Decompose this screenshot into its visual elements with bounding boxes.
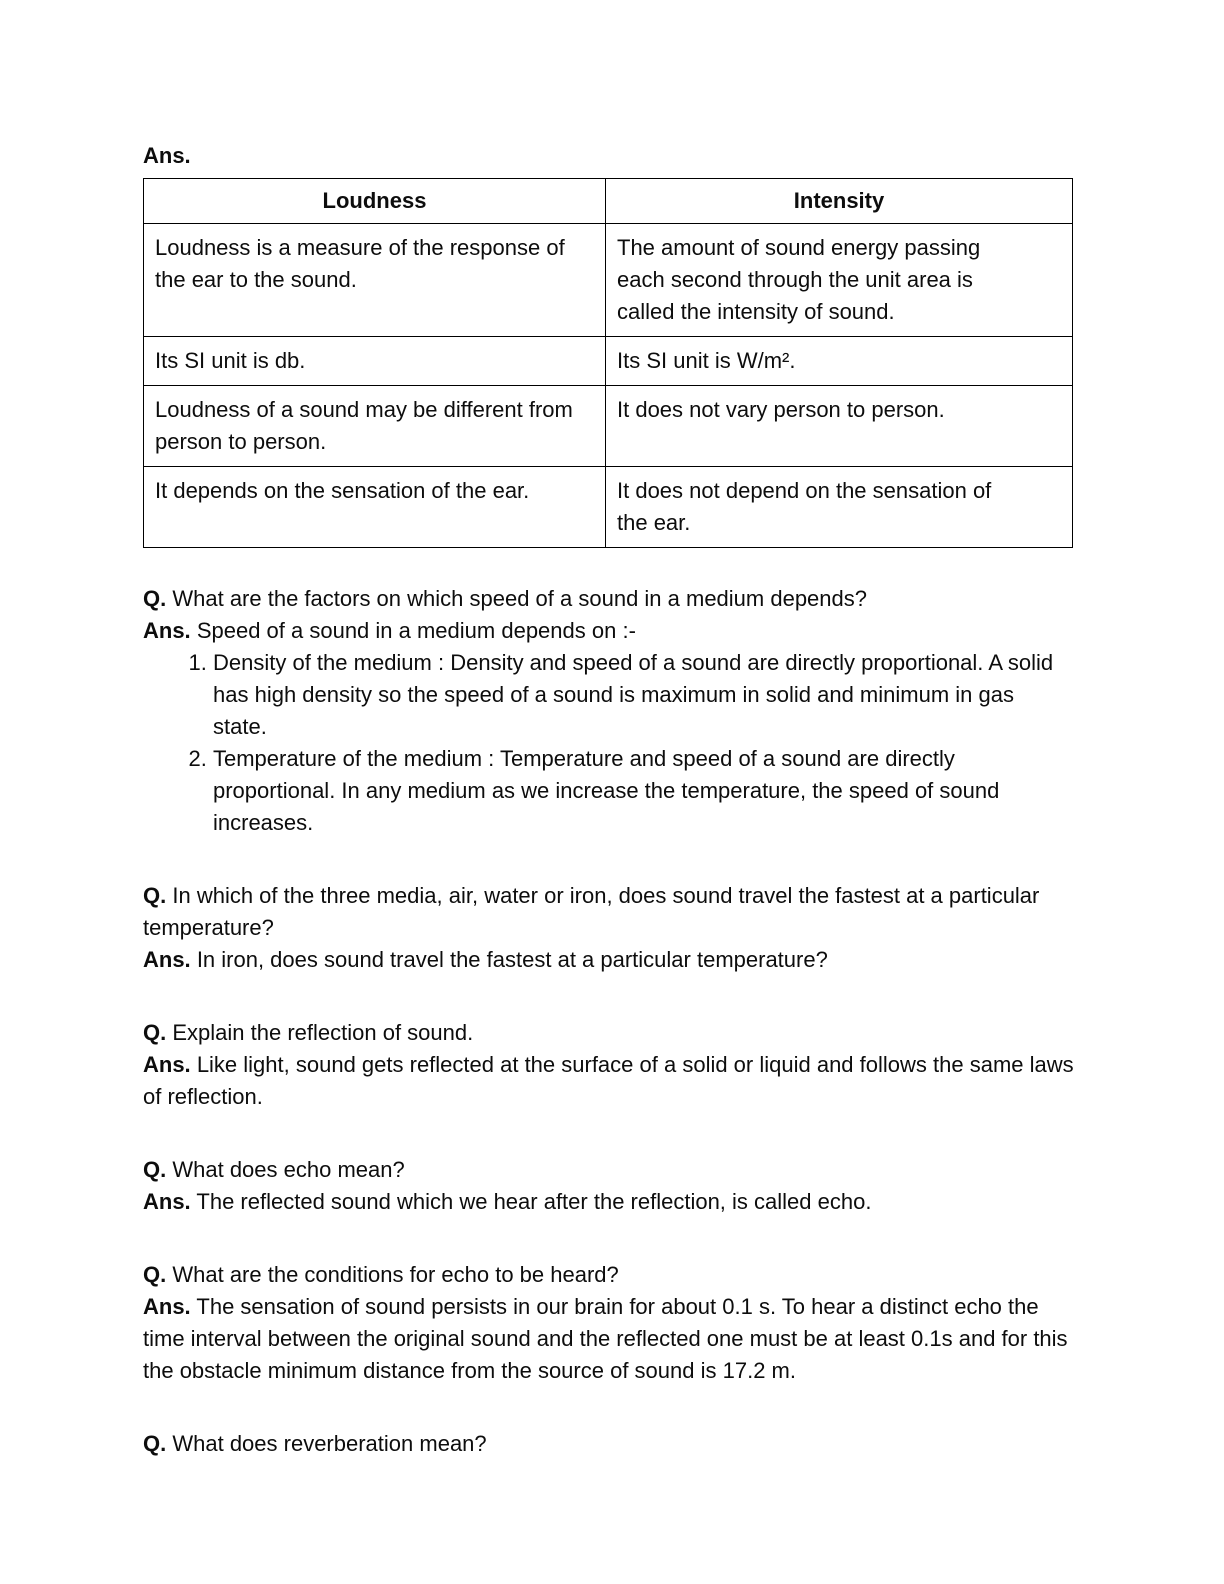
table-header-loudness: Loudness	[144, 179, 606, 224]
question-body: What does reverberation mean?	[172, 1431, 487, 1456]
table-header-intensity: Intensity	[606, 179, 1073, 224]
question-label: Q.	[143, 1431, 167, 1456]
table-header-row	[144, 179, 1073, 224]
answer-label: Ans.	[143, 1294, 191, 1319]
answer-label: Ans.	[143, 618, 191, 643]
table-row	[144, 224, 1073, 337]
question-label: Q.	[143, 586, 167, 611]
question-label: Q.	[143, 1157, 167, 1182]
answer-text	[143, 944, 1081, 976]
qa-block	[143, 1017, 1081, 1113]
list-item: 1. Density of the medium : Density and speed of a sound are directly proportional. A solid has high density so the speed of a sound is maximum in solid and minimum in gas state.	[213, 647, 1081, 743]
question-label: Q.	[143, 1020, 167, 1045]
answer-body: In iron, does sound travel the fastest at a particular temperature?	[196, 947, 828, 972]
qa-block	[143, 583, 1081, 839]
table-cell: Loudness of a sound may be different from person to person.	[155, 397, 573, 454]
factors-list	[143, 647, 1081, 839]
loudness-intensity-table	[143, 178, 1073, 548]
question-body: What are the conditions for echo to be heard?	[172, 1262, 619, 1287]
question-body: Explain the reflection of sound.	[172, 1020, 474, 1045]
question-body: What are the factors on which speed of a sound in a medium depends?	[172, 586, 868, 611]
table-row	[144, 386, 1073, 467]
answer-body: The sensation of sound persists in our brain for about 0.1 s. To hear a distinct echo the time interval between the original sound and the reflected one must be at least 0.1s and for this the obstacle minimum distance from the source of sound is 17.2 m.	[143, 1294, 1068, 1383]
question-text	[143, 1259, 1081, 1291]
table-row	[144, 337, 1073, 386]
question-label: Q.	[143, 883, 167, 908]
question-text	[143, 583, 1081, 615]
answer-text	[143, 1186, 1081, 1218]
question-label: Q.	[143, 1262, 167, 1287]
table-answer-label: Ans.	[143, 143, 191, 168]
answer-body: Speed of a sound in a medium depends on :-	[196, 618, 636, 643]
answer-label: Ans.	[143, 1052, 191, 1077]
list-item: 2. Temperature of the medium : Temperature and speed of a sound are directly proportional. In any medium as we increase the temperature, the speed of sound increases.	[213, 743, 1081, 839]
table-cell: The amount of sound energy passing each second through the unit area is called the intensity of sound.	[617, 235, 981, 324]
answer-text	[143, 615, 1081, 647]
question-text	[143, 880, 1081, 944]
question-text	[143, 1428, 1081, 1460]
table-cell: Its SI unit is db.	[155, 348, 306, 373]
table-cell: Loudness is a measure of the response of the ear to the sound.	[155, 235, 565, 292]
qa-block	[143, 1259, 1081, 1387]
qa-block	[143, 1154, 1081, 1218]
question-body: In which of the three media, air, water or iron, does sound travel the fastest at a particular temperature?	[143, 883, 1040, 940]
table-cell: It does not depend on the sensation of the ear.	[617, 478, 992, 535]
table-cell: It does not vary person to person.	[617, 397, 945, 422]
question-body: What does echo mean?	[172, 1157, 405, 1182]
answer-label: Ans.	[143, 1189, 191, 1214]
document-content	[143, 140, 1081, 1460]
question-text	[143, 1017, 1081, 1049]
question-text	[143, 1154, 1081, 1186]
table-row	[144, 467, 1073, 548]
table-cell: It depends on the sensation of the ear.	[155, 478, 530, 503]
answer-label: Ans.	[143, 947, 191, 972]
answer-text	[143, 1291, 1081, 1387]
qa-block	[143, 880, 1081, 976]
answer-text	[143, 1049, 1081, 1113]
answer-body: The reflected sound which we hear after the reflection, is called echo.	[196, 1189, 872, 1214]
answer-body: Like light, sound gets reflected at the surface of a solid or liquid and follows the same laws of reflection.	[143, 1052, 1074, 1109]
qa-block	[143, 1428, 1081, 1460]
table-cell: Its SI unit is W/m².	[617, 348, 796, 373]
